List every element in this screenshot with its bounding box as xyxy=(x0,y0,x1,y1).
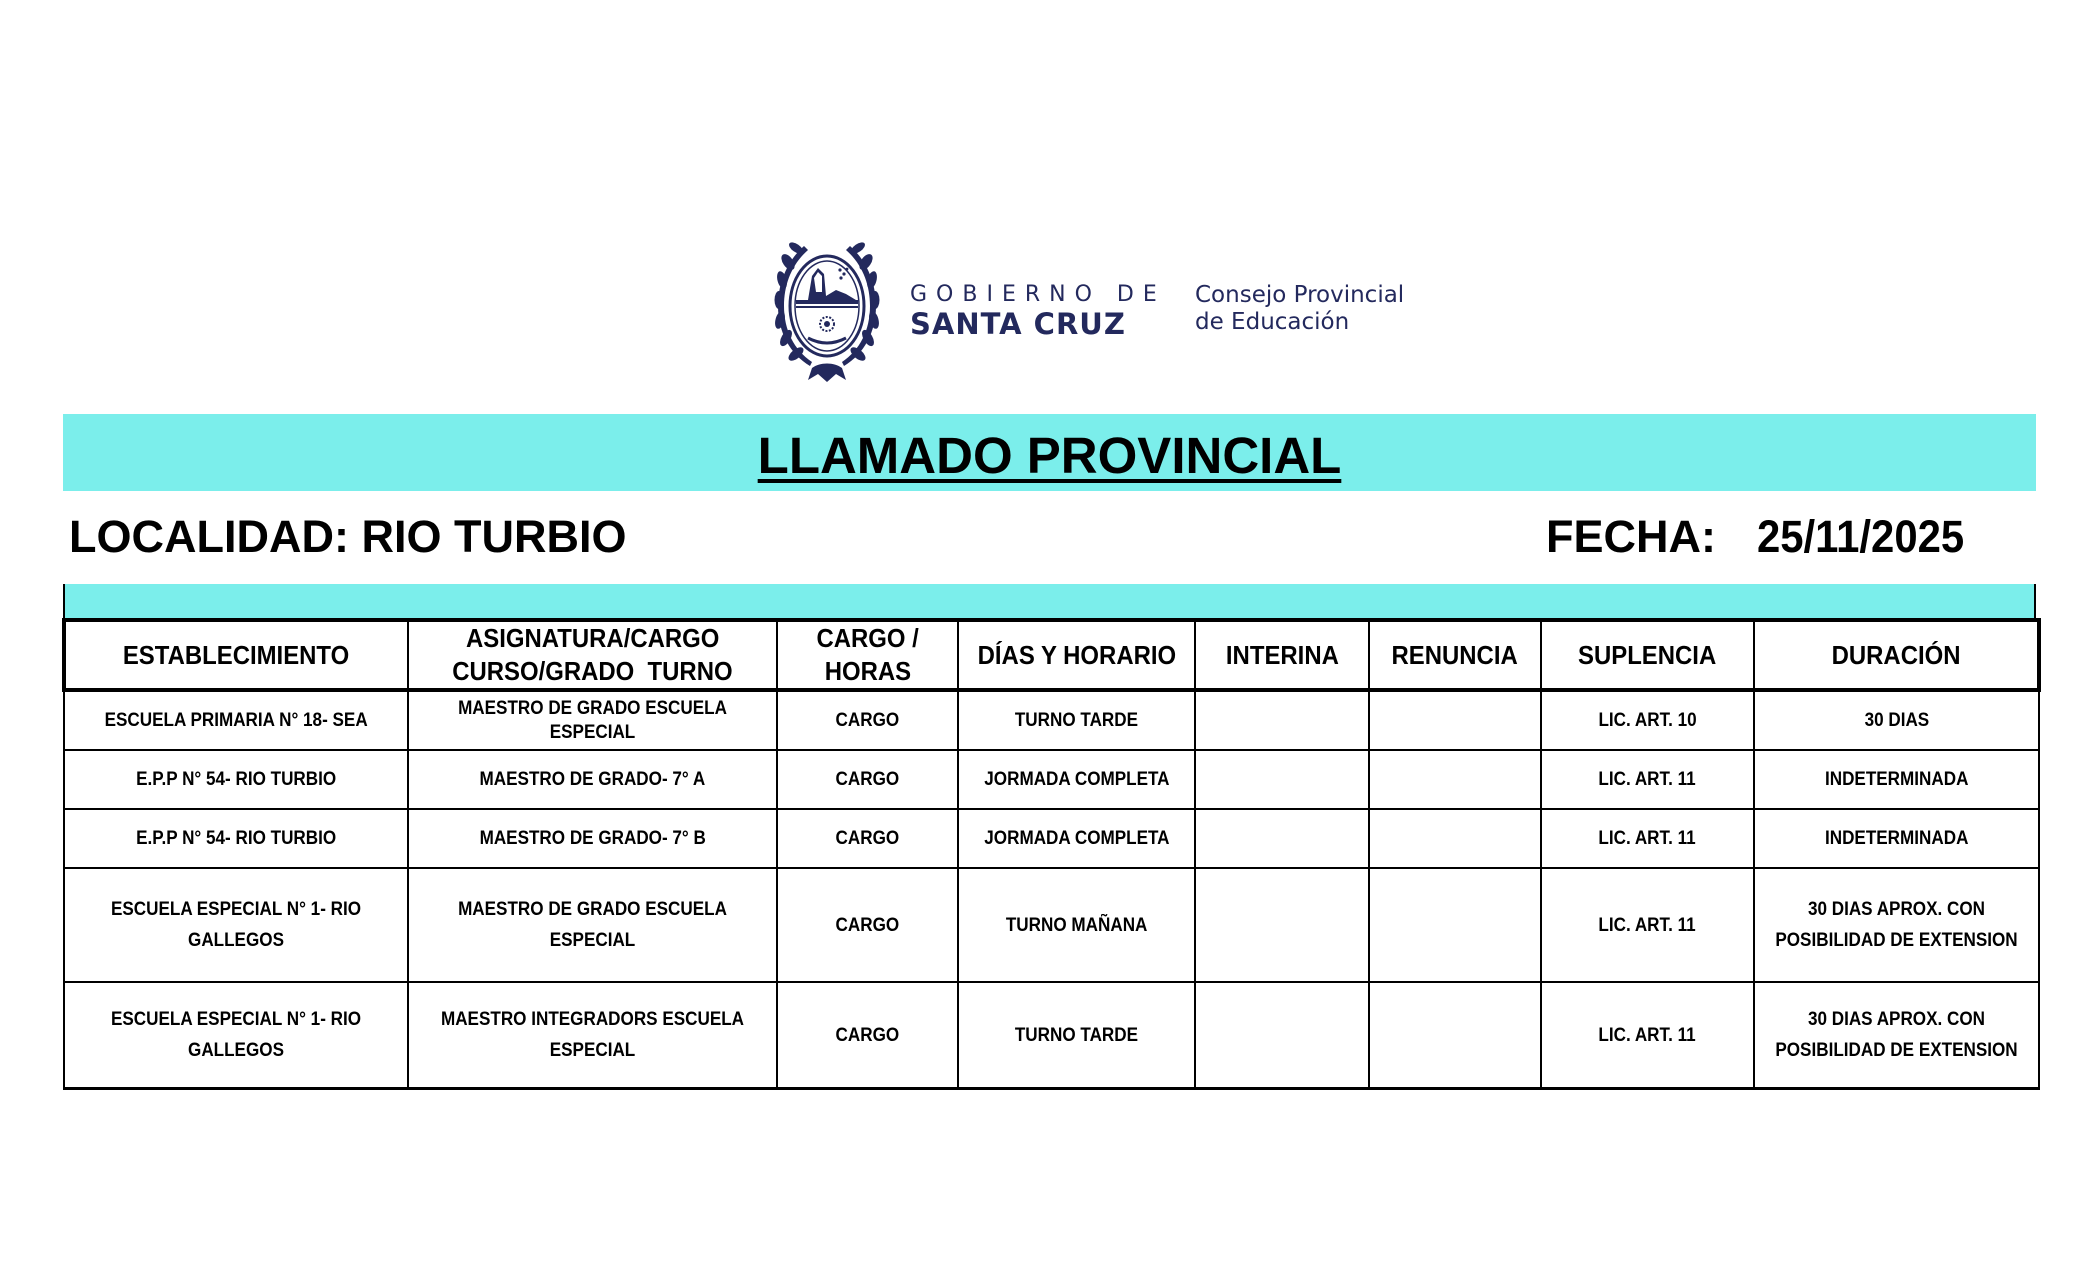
government-wordmark xyxy=(910,282,1166,340)
cell-dias-horario: TURNO TARDE xyxy=(958,690,1195,750)
cell-establecimiento: ESCUELA ESPECIAL N° 1- RIO GALLEGOS xyxy=(64,982,408,1089)
cell-renuncia xyxy=(1369,690,1541,750)
cell-cargo-horas: CARGO xyxy=(777,809,958,868)
cell-interina xyxy=(1195,750,1369,809)
cell-renuncia xyxy=(1369,868,1541,982)
cell-suplencia: LIC. ART. 11 xyxy=(1541,982,1754,1089)
column-header-duracion: DURACIÓN xyxy=(1754,620,2039,690)
council-wordmark xyxy=(1195,282,1404,336)
cell-establecimiento: E.P.P N° 54- RIO TURBIO xyxy=(64,809,408,868)
cell-dias-horario: TURNO TARDE xyxy=(958,982,1195,1089)
table-row xyxy=(64,690,2039,750)
cell-asignatura: MAESTRO DE GRADO ESCUELA ESPECIAL xyxy=(408,690,777,750)
cell-establecimiento: ESCUELA PRIMARIA N° 18- SEA xyxy=(64,690,408,750)
santa-cruz-coat-of-arms-icon xyxy=(774,234,880,388)
table-header-row xyxy=(64,620,2039,690)
cell-establecimiento: ESCUELA ESPECIAL N° 1- RIO GALLEGOS xyxy=(64,868,408,982)
cell-interina xyxy=(1195,809,1369,868)
cell-asignatura: MAESTRO DE GRADO- 7° B xyxy=(408,809,777,868)
cell-cargo-horas: CARGO xyxy=(777,750,958,809)
cell-dias-horario: JORMADA COMPLETA xyxy=(958,809,1195,868)
column-header-renuncia: RENUNCIA xyxy=(1369,620,1541,690)
cell-interina xyxy=(1195,868,1369,982)
column-header-suplencia: SUPLENCIA xyxy=(1541,620,1754,690)
header-logo xyxy=(774,234,1454,390)
page-title: LLAMADO PROVINCIAL xyxy=(757,427,1342,484)
cell-interina xyxy=(1195,690,1369,750)
cell-renuncia xyxy=(1369,750,1541,809)
cell-duracion: INDETERMINADA xyxy=(1754,809,2039,868)
cell-duracion: 30 DIAS APROX. CON POSIBILIDAD DE EXTENSION xyxy=(1754,868,2039,982)
column-header-interina: INTERINA xyxy=(1195,620,1369,690)
cell-suplencia: LIC. ART. 11 xyxy=(1541,750,1754,809)
cell-interina xyxy=(1195,982,1369,1089)
cell-suplencia: LIC. ART. 11 xyxy=(1541,868,1754,982)
cell-suplencia: LIC. ART. 11 xyxy=(1541,809,1754,868)
column-header-establecimiento: ESTABLECIMIENTO xyxy=(64,620,408,690)
cell-establecimiento: E.P.P N° 54- RIO TURBIO xyxy=(64,750,408,809)
fecha-label: FECHA: xyxy=(1546,511,1716,562)
cell-dias-horario: TURNO MAÑANA xyxy=(958,868,1195,982)
cell-suplencia: LIC. ART. 10 xyxy=(1541,690,1754,750)
cell-duracion: 30 DIAS xyxy=(1754,690,2039,750)
cell-renuncia xyxy=(1369,809,1541,868)
table-row xyxy=(64,868,2039,982)
cell-duracion: INDETERMINADA xyxy=(1754,750,2039,809)
council-line-2: de Educación xyxy=(1195,309,1350,335)
cell-duracion: 30 DIAS APROX. CON POSIBILIDAD DE EXTENSION xyxy=(1754,982,2039,1089)
cell-renuncia xyxy=(1369,982,1541,1089)
government-line-2: SANTA CRUZ xyxy=(910,307,1126,341)
cell-cargo-horas: CARGO xyxy=(777,982,958,1089)
cell-asignatura: MAESTRO DE GRADO ESCUELA ESPECIAL xyxy=(408,868,777,982)
cell-dias-horario: JORMADA COMPLETA xyxy=(958,750,1195,809)
column-header-dias-horario: DÍAS Y HORARIO xyxy=(958,620,1195,690)
title-banner xyxy=(63,414,2036,491)
table-row xyxy=(64,750,2039,809)
cell-asignatura: MAESTRO INTEGRADORS ESCUELA ESPECIAL xyxy=(408,982,777,1089)
localidad-label: LOCALIDAD: RIO TURBIO xyxy=(69,511,627,562)
table-row xyxy=(64,809,2039,868)
column-header-cargo-horas: CARGO / HORAS xyxy=(777,620,958,690)
table-top-band xyxy=(63,584,2036,619)
cell-asignatura: MAESTRO DE GRADO- 7° A xyxy=(408,750,777,809)
council-line-1: Consejo Provincial xyxy=(1195,282,1405,308)
fecha-value: 25/11/2025 xyxy=(1757,511,1965,562)
table-row xyxy=(64,982,2039,1089)
government-line-1: GOBIERNO DE xyxy=(910,282,1166,307)
column-header-asignatura: ASIGNATURA/CARGO CURSO/GRADO TURNO xyxy=(408,620,777,690)
vacancies-table xyxy=(62,618,2041,1090)
cell-cargo-horas: CARGO xyxy=(777,690,958,750)
cell-cargo-horas: CARGO xyxy=(777,868,958,982)
